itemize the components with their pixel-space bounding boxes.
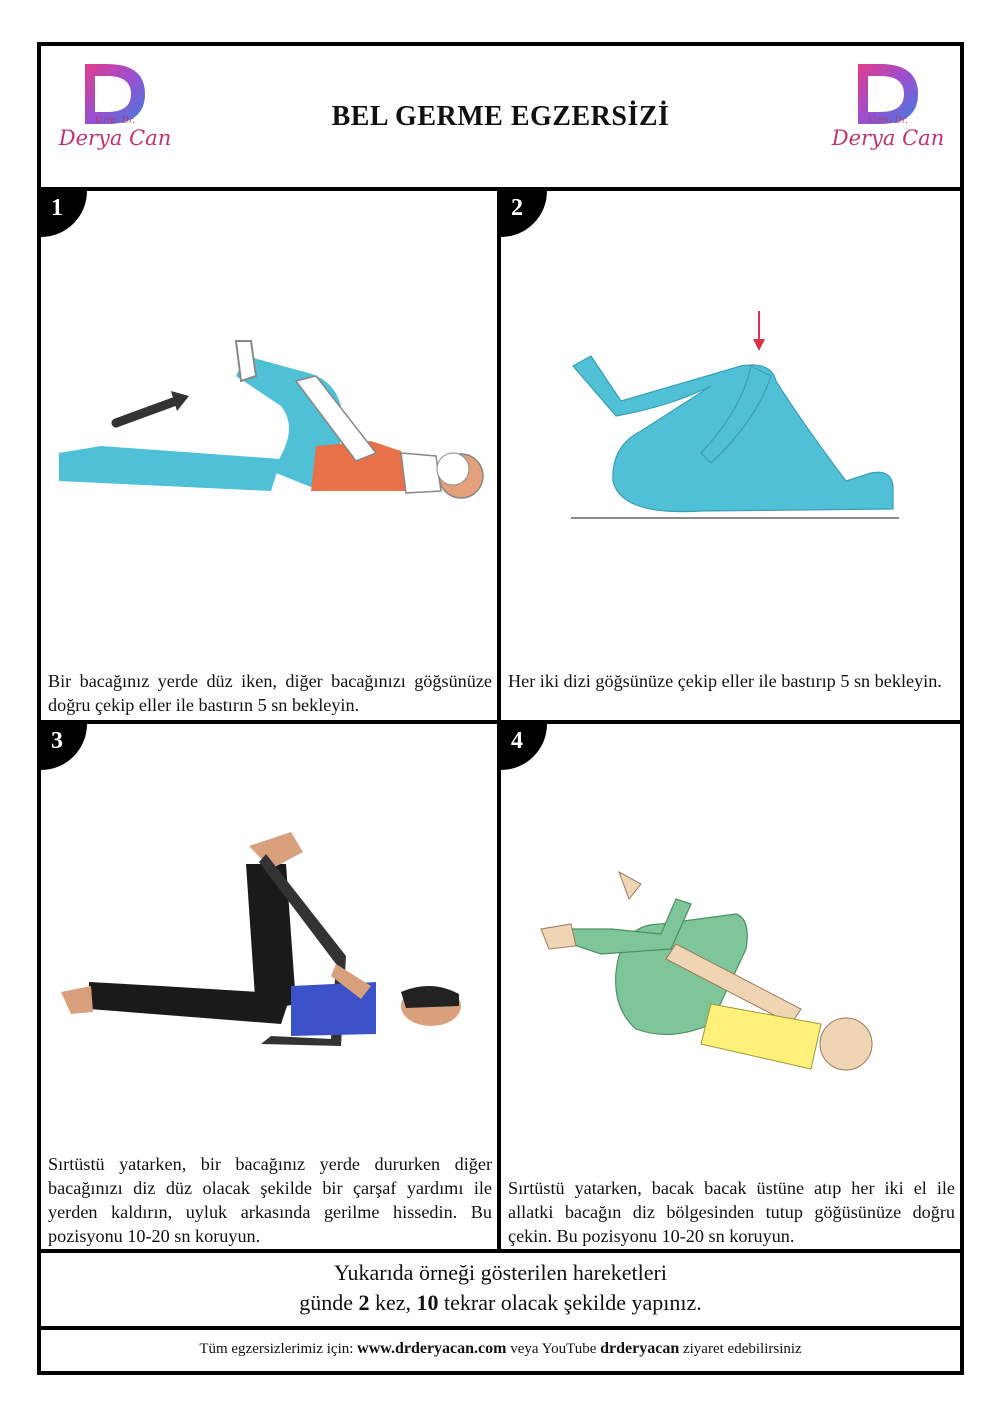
divider xyxy=(41,1249,960,1253)
instruction-text xyxy=(41,1258,960,1318)
exercise-panel-3 xyxy=(41,724,497,1249)
footer-note: Tüm egzersizlerimiz için: www.drderyacan.com veya YouTube drderyacan ziyaret edebilirsiniz xyxy=(199,1340,802,1357)
figure-four-stretch-illustration xyxy=(501,724,960,1144)
double-knee-to-chest-illustration xyxy=(501,191,960,611)
knee-to-chest-single-leg-illustration xyxy=(41,191,497,611)
exercise-caption: Her iki dizi göğsünüze çekip eller ile bastırıp 5 sn bekleyin. xyxy=(508,671,942,691)
logo-right xyxy=(828,56,948,166)
step-number-badge: 3 xyxy=(41,724,87,770)
step-number-badge: 4 xyxy=(501,724,547,770)
youtube-channel-link[interactable]: drderyacan xyxy=(600,1340,680,1357)
instruction-line-2: günde 2 kez, 10 tekrar olacak şekilde yapınız. xyxy=(299,1290,702,1315)
exercise-caption: Sırtüstü yatarken, bir bacağınız yerde dururken diğer bacağınızı diz düz olacak şekilde bir çarşaf yardımı ile yerden kaldırın, uyluk arkasında gerilme hissedin. Bu pozisyonu 10-20 sn koruyun. xyxy=(48,1154,492,1246)
hamstring-strap-stretch-illustration xyxy=(41,724,497,1144)
exercise-caption: Bir bacağınız yerde düz iken, diğer bacağınızı göğsünüze doğru çekip eller ile bastırın 5 sn bekleyin. xyxy=(48,671,492,715)
exercise-caption: Sırtüstü yatarken, bacak bacak üstüne atıp her iki el ile allatki bacağın diz bölgesinden tutup göğüsünüze doğru çekin. Bu pozisyonu 10-20 sn koruyun. xyxy=(508,1178,955,1246)
divider xyxy=(41,1326,960,1330)
logo-title-small: Uzm. Dr. xyxy=(868,116,908,126)
step-number-badge: 2 xyxy=(501,191,547,237)
exercise-panel-1 xyxy=(41,191,497,720)
step-number-badge: 1 xyxy=(41,191,87,237)
exercise-panel-4 xyxy=(501,724,960,1249)
page-title: BEL GERME EGZERSİZİ xyxy=(331,101,670,132)
website-link[interactable]: www.drderyacan.com xyxy=(357,1340,507,1357)
logo-name: Derya Can xyxy=(58,126,172,150)
worksheet-frame xyxy=(37,42,964,1375)
exercise-panel-2 xyxy=(501,191,960,720)
logo-name: Derya Can xyxy=(831,126,945,150)
logo-title-small: Uzm. Dr. xyxy=(95,116,135,126)
instruction-line-1: Yukarıda örneği gösterilen hareketleri xyxy=(334,1260,667,1285)
